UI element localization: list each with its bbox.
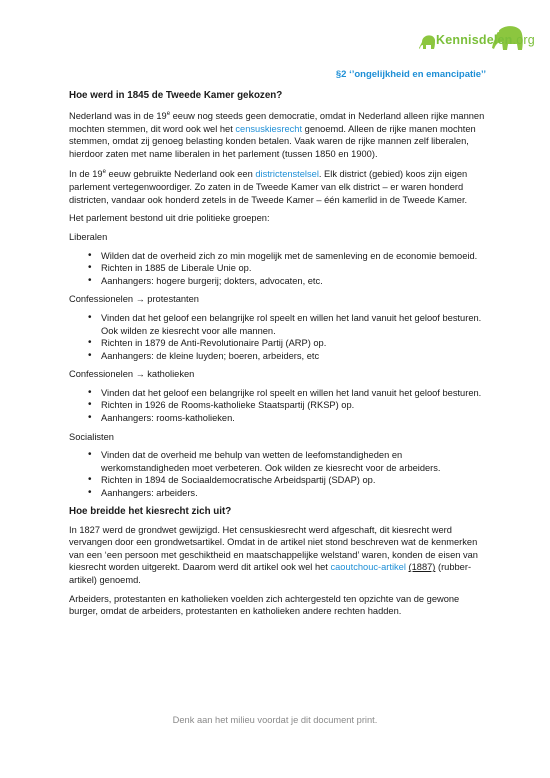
footer-note: Denk aan het milieu voordat je dit document print. <box>172 715 378 725</box>
list-katholieken <box>69 387 489 425</box>
list-item: • Richten in 1879 de Anti-Revolutionaire Partij (ARP) op. <box>101 337 489 350</box>
section-title: §2 ‘’ongelijkheid en emancipatie’’ <box>335 69 486 80</box>
list-item: • Wilden dat de overheid zich zo min mogelijk met de samenleving en de economie bemoeid. <box>101 250 489 263</box>
group-label-socialisten: Socialisten <box>69 431 114 442</box>
list-item: • Vinden dat het geloof een belangrijke rol speelt en willen het land vanuit het geloof besturen. Ook wilden ze kiesrecht voor alle mannen. <box>101 312 489 337</box>
paragraph-districtenstelsel: In de 19e eeuw gebruikte Nederland ook een districtenstelsel. Elk district (gebied) koos zijn eigen parlement vertegenwoordiger. Zo zaten in de Tweede Kamer van elk district – er waren honderd districten, vandaar ook honderd zetels in de Tweede Kamer – één kamerlid in de Tweede Kamer. <box>69 169 468 205</box>
group-label-protestanten: Confessionelen → protestanten <box>69 294 199 305</box>
list-liberalen <box>69 250 489 288</box>
kennisdelen-logo[interactable] <box>416 16 535 56</box>
list-item: • Aanhangers: arbeiders. <box>101 487 489 500</box>
logo-text: Kennisdelen.org <box>436 33 535 47</box>
list-item: • Richten in 1894 de Sociaaldemocratische Arbeidspartij (SDAP) op. <box>101 474 489 487</box>
arrow-icon: → <box>135 294 145 305</box>
list-item: • Aanhangers: hogere burgerij; dokters, advocaten, etc. <box>101 275 489 288</box>
document-body <box>69 90 489 624</box>
link-districtenstelsel[interactable]: districtenstelsel <box>255 169 319 180</box>
list-item: • Aanhangers: rooms-katholieken. <box>101 412 489 425</box>
paragraph-achtergesteld: Arbeiders, protestanten en katholieken voelden zich achtergesteld ten opzichte van de gewone burger, omdat de arbeiders, protestanten en katholieken andere rechten hadden. <box>69 593 460 617</box>
year-1887: (1887) <box>408 562 436 573</box>
list-socialisten <box>69 449 489 499</box>
paragraph-censuskiesrecht: Nederland was in de 19e eeuw nog steeds geen democratie, omdat in Nederland alleen rijke mannen mochten stemmen, dit word ook wel het censuskiesrecht genoemd. Alleen de rijke manen mochten stemmen, omdat zij genoeg belasting konden betalen. Vaak waren de rijke mannen zelf liberalen, hierdoor zaten met name liberalen in het parlement (tussen 1850 en 1900). <box>69 111 485 159</box>
heading-tweede-kamer: Hoe werd in 1845 de Tweede Kamer gekozen? <box>69 90 283 101</box>
link-caoutchouc-artikel[interactable]: caoutchouc-artikel <box>330 562 406 573</box>
list-item: • Vinden dat het geloof een belangrijke rol speelt en willen het land vanuit het geloof besturen. <box>101 387 489 400</box>
list-protestanten <box>69 312 489 362</box>
list-item: • Aanhangers: de kleine luyden; boeren, arbeiders, etc <box>101 350 489 363</box>
arrow-icon: → <box>135 369 145 380</box>
heading-kiesrecht: Hoe breidde het kiesrecht zich uit? <box>69 505 232 517</box>
list-item: • Richten in 1885 de Liberale Unie op. <box>101 262 489 275</box>
list-item: • Vinden dat de overheid me behulp van wetten de leefomstandigheden en werkomstandigheden moet verbeteren. Ook wilden ze kiesrecht voor de arbeiders. <box>101 449 489 474</box>
group-label-liberalen: Liberalen <box>69 231 108 242</box>
list-item: • Richten in 1926 de Rooms-katholieke Staatspartij (RKSP) op. <box>101 399 489 412</box>
paragraph-grondwet: In 1827 werd de grondwet gewijzigd. Het censuskiesrecht werd afgeschaft, dit kiesrecht werd vervangen door een grondwetsartikel. Omdat in de artikel niet stond beschreven wat de kenmerken van een ‘een persoon met geschiktheid en maatschappelijke welstand’ waren, konden de eisen van kiesrecht worden uitgerekt. Daarom werd dit artikel ook wel het caoutchouc-artikel (1887) (rubber-artikel) genoemd. <box>69 524 478 585</box>
group-label-katholieken: Confessionelen → katholieken <box>69 369 195 380</box>
paragraph-groepen: Het parlement bestond uit drie politieke groepen: <box>69 213 270 224</box>
link-censuskiesrecht[interactable]: censuskiesrecht <box>235 123 303 134</box>
